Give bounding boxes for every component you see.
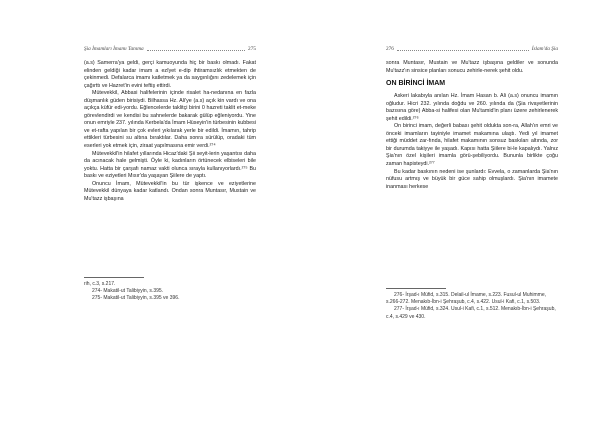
right-footnote-rule	[386, 288, 446, 289]
right-running-head	[386, 44, 558, 54]
right-page-number: 276	[386, 46, 394, 52]
left-body-text	[84, 60, 256, 203]
left-page-number: 275	[248, 46, 256, 52]
left-footnotes	[84, 277, 256, 303]
right-running-title: İslam'da Şia	[531, 46, 558, 52]
right-page	[300, 0, 600, 424]
left-footnote: 275- Makatil-ut Talibiyyin, s.395 ve 396.	[92, 295, 180, 302]
right-footnote: 277- İrşad-ı Müfid, s.324. Usul-i Kafi, c.1, s.512. Menakıb-İbn-i Şehraşub, c.4, s.429 ve 430.	[386, 306, 556, 320]
right-top-paragraph: sonra Muntasır, Mustain ve Mu'tazz işbaşına geldiler ve sonunda Mu'tazz'ın sinsice planları sonucu zehirle-nerek şehit oldu.	[386, 60, 558, 74]
right-footnotes	[386, 288, 558, 321]
left-running-title: Şia İmamları İmamı Tanıma	[84, 46, 144, 52]
left-paragraph: (a.s) Samerra'ya geldi, gerçi kamuoyunda hiç bir baskı olmadı. Fakat elinden geldiği kadar imam a ezîyet e-dip ihtiramsızlık etmekten de çekinmedi. Defalarca imamı katletmek ya da saygınlığını zedelemek için çağırttı ve Hazret'in evini teftiş ettirdi.	[84, 60, 256, 89]
left-paragraph: Onuncu İmam, Mütevekkil'in bu tür işkence ve eziyetlerine Mütevekkil dünyaya kadar katlandı. Ondan sonra Muntasır, Mustain ve Mu'tazz işbaşına	[84, 180, 256, 202]
left-footnote-rule	[84, 277, 144, 278]
right-paragraph: On birinci imam, değerli babası şehit oldukta son-ra, Allah'ın emri ve önceki imamların tayiniyle imamet makamına ulaştı. Yedi yıl imamet ettiği müddet zar-fında, hilafet makamının sonsuz baskıları altında, zor bir durumda takiyye ile yaşadı. Kapısı hatta Şiilere bi-le kapalıydı. Yalnız Şia'nın özel kişileri imamla görü-şebiliyordu. Bununla birlikte çoğu zaman hapisteydi.²⁷⁷	[386, 123, 558, 168]
right-header-leader	[397, 50, 529, 51]
left-footnote: rih, c.3, s.217.	[84, 281, 116, 287]
right-body-text	[386, 60, 558, 191]
left-paragraph: Mütevekkil, Abbasi halifelerinin içinde risalet ha-nedanına en fazla düşmanlık güden birisiydi. Bilhassa Hz. Ali'ye (a.s) açık kin vardı ve ona açıkça küfür edi-yordu. Eğlencelerde taklitçi birini 0 hazreti taklit et-meke görevlendirdi ve kendisi bu sahnelerde bakarak gülüp eğleniyordu. Yine onun emriyle 237. yılında Kerbela'da İmam Hüseyin'in türbesinin kubbesi ve et-rafta yapılan bir çok evleri yıkılarak yerle bir edildi. İmamın, tahrip ettikleri türbesini su altına bıraktılar. Daha sonra sürülüp, oradaki tüm eserleri yok etmek için, ziraat yapılmasına emir verdi.²⁷⁴	[84, 90, 256, 150]
right-paragraph: Askeri lakabıyla anılan Hz. İmam Hasan b. Ali (a.s) onuncu imamın oğludur. Hicri 232. yılında doğdu ve 260. yılında da (Şia rivayetlerinin bazısına göre) Abba-si halifesi olan Mu'tamid'in planı üzere zehirlenerek şehit edildi.²⁷⁶	[386, 93, 558, 122]
right-paragraph: Bu kadar baskının nedeni ise şunlardı: Evvela, o zamanlarda Şia'nın nüfusu artmış ve büyük bir güce sahip olmuşlardı. Şia'nın imamete inanması herkese	[386, 168, 558, 190]
section-heading: ON BİRİNCİ İMAM	[386, 80, 446, 88]
left-header-leader	[147, 50, 245, 51]
left-paragraph: Mütevekkil'in hilafet yıllarında Hicaz'daki Şii seyit-lerin yaşantısı daha da acınacak hale gelmişti. Öyle ki, kadınların örtünecek elbiseleri bile yoktu. Hatta bir çarşafı namaz vakti olunca sırayla kullanıyorlardı.²⁷⁵ Bu baskı ve eziyetleri Mısır'da yaşayan Şiilere de yaptı.	[84, 150, 256, 180]
left-footnote: 274- Makatil-ut Talibiyyin, s.395.	[92, 288, 164, 295]
left-running-head	[84, 44, 256, 54]
right-footnote: 276- İrşad-ı Müfid, s.315. Delail-ul İmame, s.223. Fusul-ul Muhimme, s.266-272. Menakıb-İbn-i Şehraşub, c.4, s.422. Usul-i Kafi, c.1, s.503.	[386, 292, 546, 306]
